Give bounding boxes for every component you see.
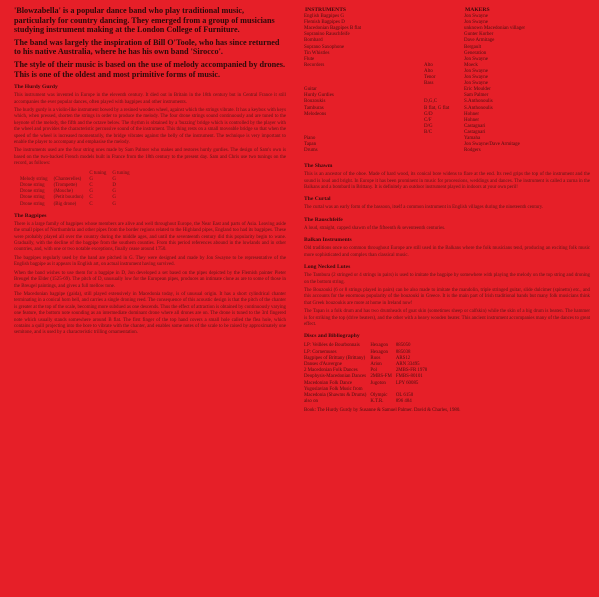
tuning-cell: (Mouche) bbox=[53, 189, 73, 195]
disc-cell: 2 Macedonian Folk Dances bbox=[304, 368, 358, 374]
instrument-cell: Eric Moulder bbox=[464, 87, 491, 93]
disc-cell: 2MBS-FM bbox=[370, 374, 392, 380]
instrument-cell: Yamaha bbox=[464, 135, 481, 141]
instrument-cell: D/G bbox=[424, 123, 433, 129]
tuning-cell: Drone string bbox=[20, 201, 45, 207]
disc-cell: ARN 33495 bbox=[395, 361, 420, 367]
instrument-cell: Hohner bbox=[464, 117, 479, 123]
instrument-cell: Flemish Bagpipes D bbox=[304, 20, 345, 26]
makers-heading: MAKERS bbox=[465, 7, 490, 13]
tuning-cell: G bbox=[89, 176, 93, 182]
instrument-cell: Alto bbox=[424, 68, 433, 74]
bagpipes-paragraph-1: There is a large family of bagpipes whose members are alive and well throughout Europe, the Near East and parts of Asia. Leaving aside the small pipes of Northumbria and other pipes from the border regions related to the Highland pipes, England too had its bagpipes. These were probably played all over the country during the middle ages, and until the seventeenth century did this popularity begin to wane. Gradually, with the decline of the bagpipe from the southern counties. From this period references abound in the lowlands and in other countries, and, with one or two notable exceptions, finally cease around 1750. bbox=[14, 221, 286, 253]
intro-paragraph-3: The style of their music is based on the use of melody accompanied by drones. This is one of the oldest and most primitive forms of music. bbox=[14, 59, 286, 79]
tuning-cell: G bbox=[112, 189, 116, 195]
tuning-cell: Drone string bbox=[20, 195, 45, 201]
disc-cell: Hexagon bbox=[370, 343, 388, 349]
lutes-paragraph-1: The Tambura (2 stringed or 4 strings in pairs) is used to imitate the bagpipe by somewhere with playing the melody on the top string and droning on the bottom string. bbox=[304, 273, 590, 285]
disc-cell: Deophysis-Macedonian Dances bbox=[304, 374, 367, 380]
rauschfeife-paragraph: A loud, straight, capped shawm of the fifteenth & seventeenth centuries. bbox=[304, 225, 446, 231]
instrument-cell: Tenor bbox=[424, 75, 436, 81]
instrument-cell: Hurdy Gurdies bbox=[304, 93, 334, 99]
instrument-cell: Bergault bbox=[464, 44, 482, 50]
tuning-cell: G bbox=[89, 189, 93, 195]
curtal-paragraph: The curtal was an early form of the bassoon, itself a common instrument in English villages during the nineteenth century. bbox=[304, 205, 544, 211]
instruments-spacer bbox=[424, 6, 464, 14]
instrument-cell: Tin Whistles bbox=[304, 50, 330, 56]
instrument-cell: G/D bbox=[424, 111, 433, 117]
bagpipes-paragraph-3: When the band wishes to use them for a bagpipe in D, Jon developed a set based on the pipes depicted by the Flemish painter Pieter Breugel the Elder (1525-69). The pitch of D, unusually low for the European pipes, produces an intimate clone as are to some of those in the Breugel paintings, and gives a full mellow tone. bbox=[14, 270, 286, 289]
disc-cell: 885050 bbox=[395, 343, 411, 349]
lutes-heading: Long Necked Lutes bbox=[304, 264, 351, 271]
instrument-cell: B/C bbox=[424, 129, 433, 135]
right-column bbox=[304, 6, 590, 415]
tuning-cell: D bbox=[112, 183, 116, 189]
instrument-cell: Flute bbox=[304, 56, 315, 62]
tuning-table bbox=[20, 171, 136, 208]
intro-paragraph-2: The band was largely the inspiration of Bill O'Toole, who has since returned to his native Australia, where he has his own band 'Sirocco'. bbox=[14, 37, 280, 57]
hurdy-gurdy-paragraph-3: The instruments used are the four string ones made by Sam Palmer who makes and restores hurdy gurdies. The design of Sam's own is based on the two-backed French models built in France from the 18th century to the present day. Sam and Chris use two tunings on the record, as follows: bbox=[14, 148, 286, 167]
tuning-cell: G bbox=[112, 195, 116, 201]
instrument-cell: Rodgers bbox=[464, 148, 481, 154]
bagpipes-paragraph-2: The bagpipes regularly used by the band are pitched in G. They were designed and made by Jon Swayne to be representative of the English bagpipe as it appears in English art, on actual instrument having survived. bbox=[14, 255, 286, 268]
instrument-cell: Generation bbox=[464, 50, 487, 56]
disc-cell: also on bbox=[304, 399, 318, 405]
lutes-paragraph-3: The Tapan is a folk drum and has two drumheads of goat skin (sometimes sheep or calfskin) while the skin of a big drum is beaten. The hammer is for striking the top (drive beaters), and the other with a heavy wooden beater. This ancient instrument accompanies many of the dances to great effect. bbox=[304, 309, 590, 327]
disc-cell: Jugoton bbox=[370, 380, 386, 386]
tuning-header-cell: C tuning bbox=[89, 170, 107, 176]
hurdy-gurdy-heading: The Hurdy Gurdy bbox=[14, 84, 58, 91]
instrument-cell: Macedonian Bagpipes B flat bbox=[304, 26, 362, 32]
discs-heading: Discs and Bibliography bbox=[304, 333, 360, 340]
instrument-cell: Tapan bbox=[304, 142, 317, 148]
tuning-cell: (Chanterelles) bbox=[53, 176, 82, 182]
instrument-cell: Jon Swayne/Dave Armitage bbox=[464, 142, 520, 148]
tuning-cell: C bbox=[89, 195, 93, 201]
disc-cell: Yugoslavian Folk Music from bbox=[304, 386, 363, 392]
instrument-cell: Jon Swayne bbox=[464, 68, 489, 74]
disc-cell: Bagpipes of Brittany (Brittany) bbox=[304, 355, 366, 361]
instrument-cell: Jon Swayne bbox=[464, 14, 489, 20]
instrument-cell: B flat, G flat bbox=[424, 105, 450, 111]
instrument-cell: Jon Swayne bbox=[464, 75, 489, 81]
discs-body bbox=[304, 343, 431, 405]
disc-cell: Pol bbox=[370, 368, 377, 374]
disc-cell: Ruos bbox=[370, 355, 381, 361]
balkan-heading: Balkan Instruments bbox=[304, 237, 352, 244]
rauschfeife-heading: The Rauschfeife bbox=[304, 216, 343, 223]
disc-cell: Macedonian Folk Dance bbox=[304, 380, 353, 386]
bagpipes-heading: The Bagpipes bbox=[14, 212, 47, 219]
disc-cell: K.T.R. bbox=[370, 399, 384, 405]
instrument-cell: Bass bbox=[424, 81, 434, 87]
tuning-row bbox=[20, 202, 136, 208]
instrument-cell: Guitar bbox=[304, 87, 317, 93]
disc-cell: Macedonia (Shawms & Drums) bbox=[304, 392, 367, 398]
instrument-cell: Sopranino Rauschfeife bbox=[304, 32, 350, 38]
tuning-cell: (Big drone) bbox=[53, 201, 77, 207]
instrument-cell: S.Anthonoulis bbox=[464, 99, 493, 105]
tuning-header-cell: G tuning bbox=[112, 170, 130, 176]
tuning-cell: Drone string bbox=[20, 183, 45, 189]
disc-cell: Danses d'Auvergne bbox=[304, 361, 342, 367]
instrument-cell: Drums bbox=[304, 148, 318, 154]
instrument-cell: Hohner bbox=[464, 111, 479, 117]
instruments-heading: INSTRUMENTS bbox=[305, 7, 347, 13]
disc-cell: Olympic bbox=[370, 392, 388, 398]
discs-table bbox=[304, 343, 431, 405]
intro-paragraph-1: 'Blowzabella' is a popular dance band who play traditional music, particularly for country dancing. They emerged from a group of musicians studying instrument making at the London College of Furniture. bbox=[14, 6, 275, 35]
tuning-cell: Drone string bbox=[20, 189, 45, 195]
left-column bbox=[14, 6, 286, 339]
disc-cell: Hexagon bbox=[370, 349, 388, 355]
disc-cell: Arion bbox=[370, 361, 382, 367]
disc-cell: LP: Cornemuses bbox=[304, 349, 337, 355]
instrument-cell bbox=[424, 148, 464, 154]
instrument-cell: Bombard bbox=[304, 38, 323, 44]
instrument-cell: Melodeons bbox=[304, 111, 327, 117]
instrument-cell: unknown Macedonian villager bbox=[464, 26, 526, 32]
instrument-cell: Soprano Saxophone bbox=[304, 44, 345, 50]
disc-cell: LP: Veillées de Bourbonnais bbox=[304, 343, 360, 349]
instrument-row bbox=[304, 148, 590, 154]
curtal-heading: The Curtal bbox=[304, 196, 331, 203]
tuning-cell: (Petit bourdon) bbox=[53, 195, 84, 201]
instrument-cell: English Bagpipes G bbox=[304, 14, 344, 20]
tuning-cell: G bbox=[112, 176, 116, 182]
tuning-cell: G bbox=[112, 201, 116, 207]
tuning-cell: (Trompette) bbox=[53, 183, 78, 189]
instrument-cell: Gunter Korber bbox=[464, 32, 494, 38]
disc-row bbox=[304, 399, 431, 405]
lutes-paragraph-2: The Bouzouki (6 or 8 strings played in pairs) can be also made to imitate the mandolin, triple stringed guitar, slide dulcimer (spinetto) etc., and this accounts for the enormous popularity of the bouzouki in Greece. It is the main part of Irish traditional bands but many folk musicians think that Greek bouzoukis are more at home in Ireland now! bbox=[304, 287, 590, 306]
disc-cell: LPY 60085 bbox=[395, 380, 419, 386]
instrument-cell: S.Anthonoulis bbox=[464, 105, 493, 111]
bagpipes-paragraph-4: The Macedonian bagpipe (gaida), still played extensively in Macedonia today, is of unusual origin. It has a short cylindrical chanter terminating in a conical horn bell, and carries a single droning reed. The consequence of this acoustic design is that the pitch of the chanter is greater at the top of the scale, becoming more subdued as one descends. Thus the effect of attraction is obtained by continuously varying one feature, the bottom note sounding as an intermediate dominant drone where all drones are on. The drone is tuned to the 3rd fingered note which usually stands somewhere around B flat. The first finger of the top hand covers a small hole called the flea hole, which contains a quill projecting into the bore to vibrate with the chanter, and enables some notes of the scale to be raised by approximately one semitone, and is used by a characteristic trilling ornamentation. bbox=[14, 291, 286, 336]
instrument-cell: Moeck bbox=[464, 62, 478, 68]
disc-cell: 2MBS-FR 1978 bbox=[395, 368, 428, 374]
shawm-heading: The Shawm bbox=[304, 163, 333, 170]
books-line: Book: The Hurdy Gurdy by Susanne & Samuel Palmer. David & Charles, 1980. bbox=[304, 408, 461, 414]
disc-cell: OL 6150 bbox=[395, 392, 414, 398]
disc-cell: FMBS-80101 bbox=[395, 374, 423, 380]
instrument-cell: Castagnari bbox=[464, 123, 486, 129]
disc-cell: 885038 bbox=[395, 349, 411, 355]
instrument-cell: Alto bbox=[424, 62, 433, 68]
shawm-paragraph: This is an ancestor of the oboe. Made of hard wood, its conical bore widens to flare at the end. Its reed grips the top of the instrument and the sound is loud and bright. In Europe it has been prominent in music for processions, weddings and dances. The instrument is called a zurna in the Balkans and a bombard in Brittany. It is definitely an outdoor instrument played in indoors at your own peril! bbox=[304, 172, 590, 191]
instrument-cell: D,G,C bbox=[424, 99, 438, 105]
hurdy-gurdy-paragraph-1: This instrument was invented in Europe in the eleventh century. It died out in Britain in the 18th century but in Central France it still accompanies the ever popular dances, often played with bagpipes and other instruments. bbox=[14, 93, 286, 105]
disc-cell: 896 484 bbox=[395, 399, 412, 405]
instruments-body bbox=[304, 14, 590, 154]
instrument-cell: Castagnari bbox=[464, 129, 486, 135]
tuning-cell: C bbox=[89, 201, 93, 207]
hurdy-gurdy-paragraph-2: The hurdy gurdy is a violin-like instrument bowed by a resined wooden wheel, against which the strings vibrate. It has a keybox with keys which, when pressed, shorten the strings in order to produce the melody. The four drone strings sound continuously and are tuned to the keynote of the melody, the fifth and the octave below. The rhythm is obtained by a 'buzzing' bridge which is controlled by the player with the wheel and provides the characteristic percussive sound of the instrument. This thing rests on a small moveable bridge so that when the speed of the wheel is increased momentarily, the bridge vibrates against the belly of the instrument. The technique is very important to enable the player to accompany and emphasise the melody. bbox=[14, 107, 286, 145]
instrument-cell: Jon Swayne bbox=[464, 81, 489, 87]
instrument-cell: C/F bbox=[424, 117, 432, 123]
tuning-cell: C bbox=[89, 183, 93, 189]
instrument-cell: Piano bbox=[304, 135, 316, 141]
instruments-table bbox=[304, 6, 590, 154]
instrument-cell: Jon Swayne bbox=[464, 56, 489, 62]
instrument-cell: Jon Swayne bbox=[464, 20, 489, 26]
balkan-paragraph: Old traditions once so common throughout Europe are still used in the Balkans where the folk musicians tend, producing an exciting folk music more sophisticated and complex than classical music. bbox=[304, 246, 590, 258]
instrument-cell: Recorders bbox=[304, 62, 325, 68]
tuning-cell: Melody string bbox=[20, 176, 48, 182]
instrument-cell: Sam Palmer bbox=[464, 93, 489, 99]
instrument-cell: Bouzoukis bbox=[304, 99, 326, 105]
instrument-cell: Dave Armitage bbox=[464, 38, 495, 44]
instrument-cell: Tamburas bbox=[304, 105, 324, 111]
disc-cell: ARS12 bbox=[395, 355, 411, 361]
instruments-header-row bbox=[304, 6, 590, 14]
